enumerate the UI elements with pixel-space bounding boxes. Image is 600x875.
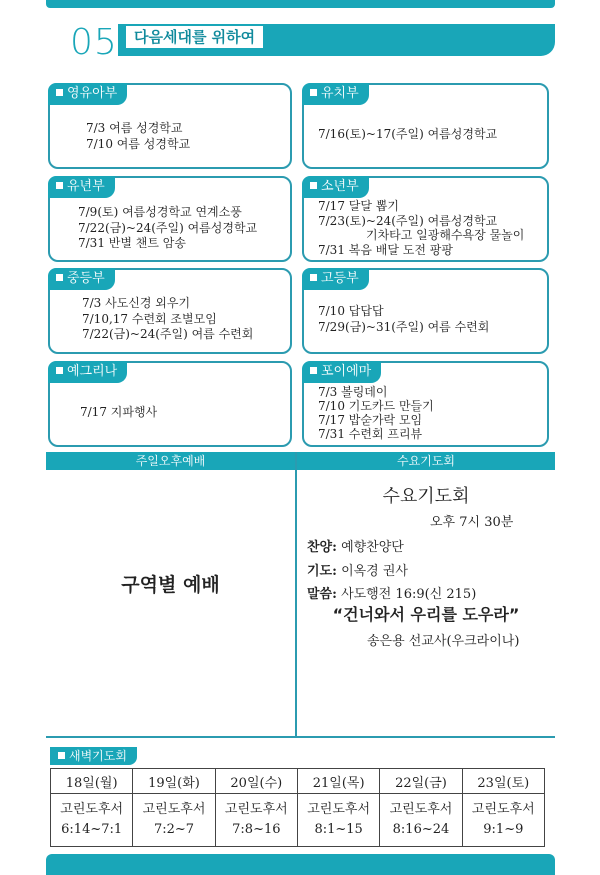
dept-line: 7/9(토) 여름성경학교 연계소풍: [78, 205, 242, 219]
sermon-value: 사도행전 16:9(신 215): [341, 587, 477, 602]
preacher: 송은용 선교사(우크라이나): [367, 634, 520, 649]
dept-label: 영유아부: [67, 86, 118, 101]
sermon-label: 말씀:: [307, 587, 337, 602]
reading-cell: 고린도후서 8:16~24: [380, 794, 462, 847]
reading-cell: 고린도후서 7:8~16: [215, 794, 297, 847]
day-cell: 19일(화): [133, 769, 215, 794]
dept-box-elementary-young: [48, 176, 292, 262]
dept-line: 7/31 수련회 프리뷰: [318, 427, 423, 441]
worship-header-bar: [46, 452, 555, 470]
praise-row: [307, 536, 404, 555]
dept-line: 7/3 여름 성경학교: [86, 121, 183, 135]
dept-box-middle-school: [48, 268, 292, 354]
dawn-prayer-table: [50, 768, 545, 847]
dept-line: 7/3 볼링데이: [318, 385, 388, 399]
dept-line: 7/31 반별 챈트 암송: [78, 236, 186, 250]
dept-box-high-school: [302, 268, 549, 354]
dept-line: 7/22(금)~24(주일) 여름 수련회: [82, 327, 254, 341]
reading-cell: 고린도후서 6:14~7:1: [51, 794, 133, 847]
dept-line: 7/3 사도신경 외우기: [82, 296, 191, 310]
dept-box-infant: [48, 83, 292, 169]
section-divider: [46, 736, 555, 738]
dept-label: 예그리나: [67, 364, 118, 379]
dept-line: 7/29(금)~31(주일) 여름 수련회: [318, 319, 490, 334]
dept-line: 7/17 밥숟가락 모임: [318, 413, 423, 427]
dept-line: 7/10,17 수련회 조별모임: [82, 311, 217, 326]
dept-line: 7/22(금)~24(주일) 여름성경학교: [78, 220, 258, 235]
reading-cell: 고린도후서 8:1~15: [297, 794, 379, 847]
dept-label: 고등부: [321, 271, 359, 286]
bottom-bar: [46, 854, 555, 875]
praise-label: 찬양:: [307, 540, 337, 555]
dept-box-yegrina: [48, 361, 292, 447]
dept-label: 포이에마: [321, 364, 372, 379]
sunday-header: 주일오후예배: [135, 454, 206, 468]
dept-line: 7/16(토)~17(주일) 여름성경학교: [318, 127, 498, 141]
wednesday-title: 수요기도회: [382, 486, 470, 507]
sunday-service-text: 구역별 예배: [121, 574, 220, 596]
prayer-value: 이옥경 권사: [341, 564, 408, 579]
day-cell: 20일(수): [215, 769, 297, 794]
section-number: 05: [70, 22, 118, 63]
dept-label: 유치부: [321, 86, 359, 101]
dept-box-kindergarten: [302, 83, 549, 169]
dept-line: 7/10 기도카드 만들기: [318, 399, 434, 413]
dept-line: 7/31 복음 배달 도전 팡팡: [318, 242, 453, 257]
prayer-row: [307, 560, 408, 579]
dept-line: 7/10 답답답: [318, 304, 384, 318]
top-bar: [46, 0, 555, 8]
sermon-title: “건너와서 우리를 도우라”: [332, 605, 520, 624]
dept-label: 소년부: [321, 179, 359, 194]
sermon-row: [307, 583, 476, 602]
day-cell: 22일(금): [380, 769, 462, 794]
dept-box-elementary-older: [302, 176, 549, 262]
day-cell: 21일(목): [297, 769, 379, 794]
dept-line: 7/10 여름 성경학교: [86, 136, 191, 151]
dept-line: 기차타고 일광해수욕장 물놀이: [366, 228, 525, 242]
prayer-label: 기도:: [307, 564, 337, 579]
dept-line: 7/23(토)~24(주일) 여름성경학교: [318, 213, 498, 228]
reading-cell: 고린도후서 7:2~7: [133, 794, 215, 847]
page-title: 다음세대를 위하여: [126, 26, 263, 48]
wednesday-header: 수요기도회: [397, 454, 455, 468]
dept-line: 7/17 지파행사: [80, 405, 158, 419]
dept-label: 유년부: [67, 179, 105, 194]
praise-value: 예향찬양단: [341, 540, 404, 555]
dawn-prayer-label: 새벽기도회: [50, 747, 137, 765]
reading-cell: 고린도후서 9:1~9: [462, 794, 544, 847]
wednesday-time: 오후 7시 30분: [430, 515, 514, 530]
dept-line: 7/17 달달 뽑기: [318, 199, 399, 213]
dept-label: 중등부: [67, 271, 105, 286]
day-cell: 18일(월): [51, 769, 133, 794]
day-cell: 23일(토): [462, 769, 544, 794]
dept-box-poiema: [302, 361, 549, 447]
